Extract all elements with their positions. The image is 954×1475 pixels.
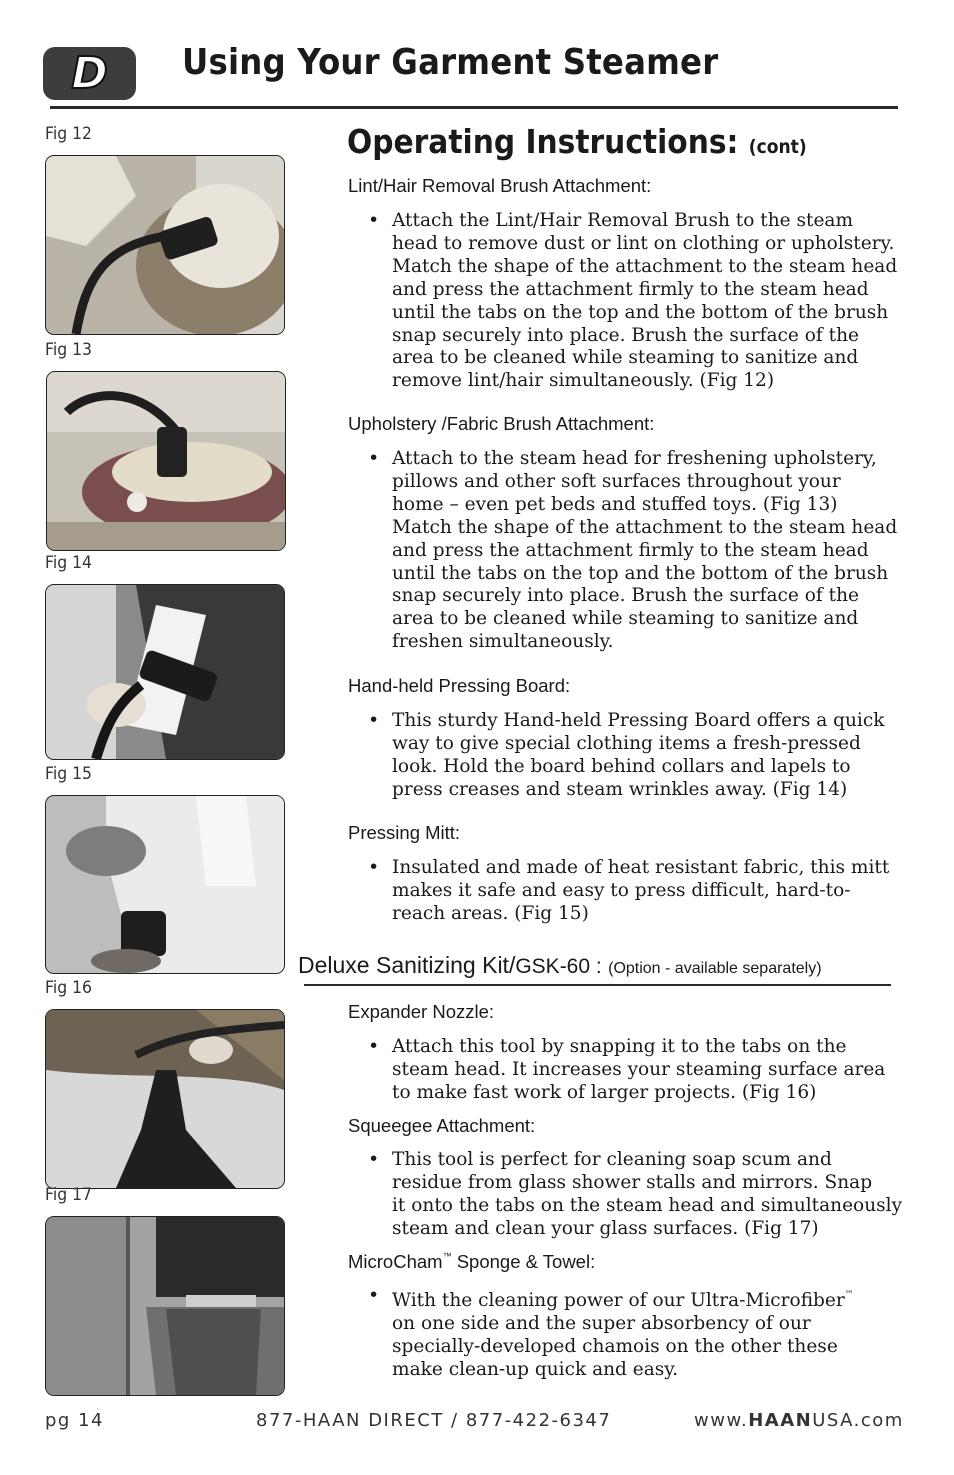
microcham-rest: Sponge & Towel: xyxy=(451,1251,596,1272)
expander-nozzle-bullet xyxy=(368,1035,886,1104)
trademark-mark: ™ xyxy=(844,1290,854,1300)
bullet-line: it onto the tabs on the steam head and simultaneously xyxy=(392,1193,903,1216)
kit-option-note: (Option - available separately) xyxy=(608,960,822,977)
page-title: Using Your Garment Steamer xyxy=(182,42,719,83)
bullet-line xyxy=(392,1284,856,1312)
fig-12-photo xyxy=(45,155,285,335)
bullet-line: until the tabs on the top and the bottom of the brush xyxy=(392,300,889,323)
bullet-line: area to be cleaned while steaming to sanitize and xyxy=(392,346,859,369)
bullet-line: press creases and steam wrinkles away. (Fig 14) xyxy=(392,777,848,800)
operating-heading-cont: (cont) xyxy=(748,136,807,158)
bullet-line: reach areas. (Fig 15) xyxy=(392,901,589,924)
expander-nozzle-heading: Expander Nozzle: xyxy=(348,1001,495,1022)
website-suffix: USA.com xyxy=(812,1410,904,1431)
fig-17-label: Fig 17 xyxy=(45,1185,93,1205)
bullet-line: specially-developed chamois on the other these xyxy=(392,1334,838,1357)
microcham-heading xyxy=(348,1251,595,1273)
footer-phone: 877-HAAN DIRECT / 877-422-6347 xyxy=(256,1410,612,1431)
bullet-line: Insulated and made of heat resistant fabric, this mitt xyxy=(392,856,890,878)
kit-heading-text: Deluxe Sanitizing Kit/ xyxy=(298,952,516,978)
bullet-dot: • xyxy=(368,447,380,469)
microfiber-text: With the cleaning power of our Ultra-Microfiber xyxy=(392,1289,845,1311)
pressing-board-bullet xyxy=(368,709,885,801)
fig-15-photo xyxy=(45,795,285,974)
pressing-mitt-bullet xyxy=(368,856,890,925)
bullet-line: snap securely into place. Brush the surface of the xyxy=(392,323,860,346)
bullet-line: look. Hold the board behind collars and lapels to xyxy=(392,754,851,777)
bullet-line: freshen simultaneously. xyxy=(392,630,614,653)
page-number: pg 14 xyxy=(45,1410,104,1431)
bullet-dot: • xyxy=(368,209,380,231)
operating-instructions-heading xyxy=(347,122,807,161)
bullet-line: head to remove dust or lint on clothing or upholstery. xyxy=(392,231,895,254)
bullet-line: to make fast work of larger projects. (Fig 16) xyxy=(392,1080,817,1103)
bullet-dot: • xyxy=(368,1284,380,1306)
kit-model: GSK-60 : xyxy=(515,955,602,978)
lint-brush-bullet xyxy=(368,209,898,392)
bullet-line: Match the shape of the attachment to the steam head xyxy=(392,515,898,538)
fig-14-photo xyxy=(45,584,285,760)
bullet-dot: • xyxy=(368,1148,380,1170)
microcham-name: MicroCham xyxy=(348,1251,443,1272)
bullet-line: residue from glass shower stalls and mirrors. Snap xyxy=(392,1170,873,1193)
header-rule xyxy=(50,106,898,109)
fig-14-label: Fig 14 xyxy=(45,553,93,573)
pressing-mitt-heading: Pressing Mitt: xyxy=(348,822,461,843)
bullet-dot: • xyxy=(368,709,380,731)
bullet-line: This sturdy Hand-held Pressing Board offers a quick xyxy=(392,709,885,731)
bullet-line: steam head. It increases your steaming surface area xyxy=(392,1057,886,1080)
bullet-line: way to give special clothing items a fresh-pressed xyxy=(392,731,861,754)
kit-heading-rule xyxy=(304,984,891,986)
upholstery-brush-heading: Upholstery /Fabric Brush Attachment: xyxy=(348,413,655,434)
fig-13-label: Fig 13 xyxy=(45,340,93,360)
bullet-line: Attach this tool by snapping it to the tabs on the xyxy=(392,1035,847,1057)
footer-website xyxy=(694,1410,904,1431)
bullet-line: This tool is perfect for cleaning soap scum and xyxy=(392,1148,832,1170)
fig-17-photo xyxy=(45,1216,285,1396)
fig-13-photo xyxy=(46,371,286,551)
bullet-line: makes it safe and easy to press difficult, hard-to- xyxy=(392,878,851,901)
lint-brush-heading: Lint/Hair Removal Brush Attachment: xyxy=(348,175,652,196)
bullet-line: make clean-up quick and easy. xyxy=(392,1357,679,1380)
section-badge xyxy=(43,47,136,100)
sanitizing-kit-heading xyxy=(298,952,822,979)
bullet-dot: • xyxy=(368,856,380,878)
website-prefix: www. xyxy=(694,1410,749,1431)
bullet-dot: • xyxy=(368,1035,380,1057)
bullet-line: area to be cleaned while steaming to sanitize and xyxy=(392,607,859,630)
bullet-line: home – even pet beds and stuffed toys. (Fig 13) xyxy=(392,492,838,515)
bullet-line: Match the shape of the attachment to the steam head xyxy=(392,254,898,277)
upholstery-brush-bullet xyxy=(368,447,898,653)
bullet-line: Attach the Lint/Hair Removal Brush to the steam xyxy=(392,209,854,231)
bullet-line: Attach to the steam head for freshening upholstery, xyxy=(392,447,877,469)
bullet-line: pillows and other soft surfaces throughout your xyxy=(392,469,841,492)
bullet-line: and press the attachment firmly to the steam head xyxy=(392,538,869,561)
fig-16-label: Fig 16 xyxy=(45,978,93,998)
fig-16-photo xyxy=(45,1009,285,1189)
fig-15-label: Fig 15 xyxy=(45,764,93,784)
fig-12-label: Fig 12 xyxy=(45,124,93,144)
website-brand: HAAN xyxy=(748,1410,813,1431)
bullet-line: on one side and the super absorbency of our xyxy=(392,1311,811,1334)
squeegee-heading: Squeegee Attachment: xyxy=(348,1115,536,1136)
microcham-bullet xyxy=(368,1284,868,1381)
pressing-board-heading: Hand-held Pressing Board: xyxy=(348,675,571,696)
squeegee-bullet xyxy=(368,1148,903,1240)
bullet-line: remove lint/hair simultaneously. (Fig 12) xyxy=(392,369,775,392)
bullet-line: steam and clean your glass surfaces. (Fig 17) xyxy=(392,1216,819,1239)
bullet-line: snap securely into place. Brush the surface of the xyxy=(392,584,860,607)
bullet-line: until the tabs on the top and the bottom of the brush xyxy=(392,561,889,584)
section-letter: D xyxy=(71,47,108,99)
operating-heading-text: Operating Instructions: xyxy=(347,122,739,161)
trademark-mark: ™ xyxy=(442,1251,452,1261)
bullet-line: and press the attachment firmly to the steam head xyxy=(392,277,869,300)
